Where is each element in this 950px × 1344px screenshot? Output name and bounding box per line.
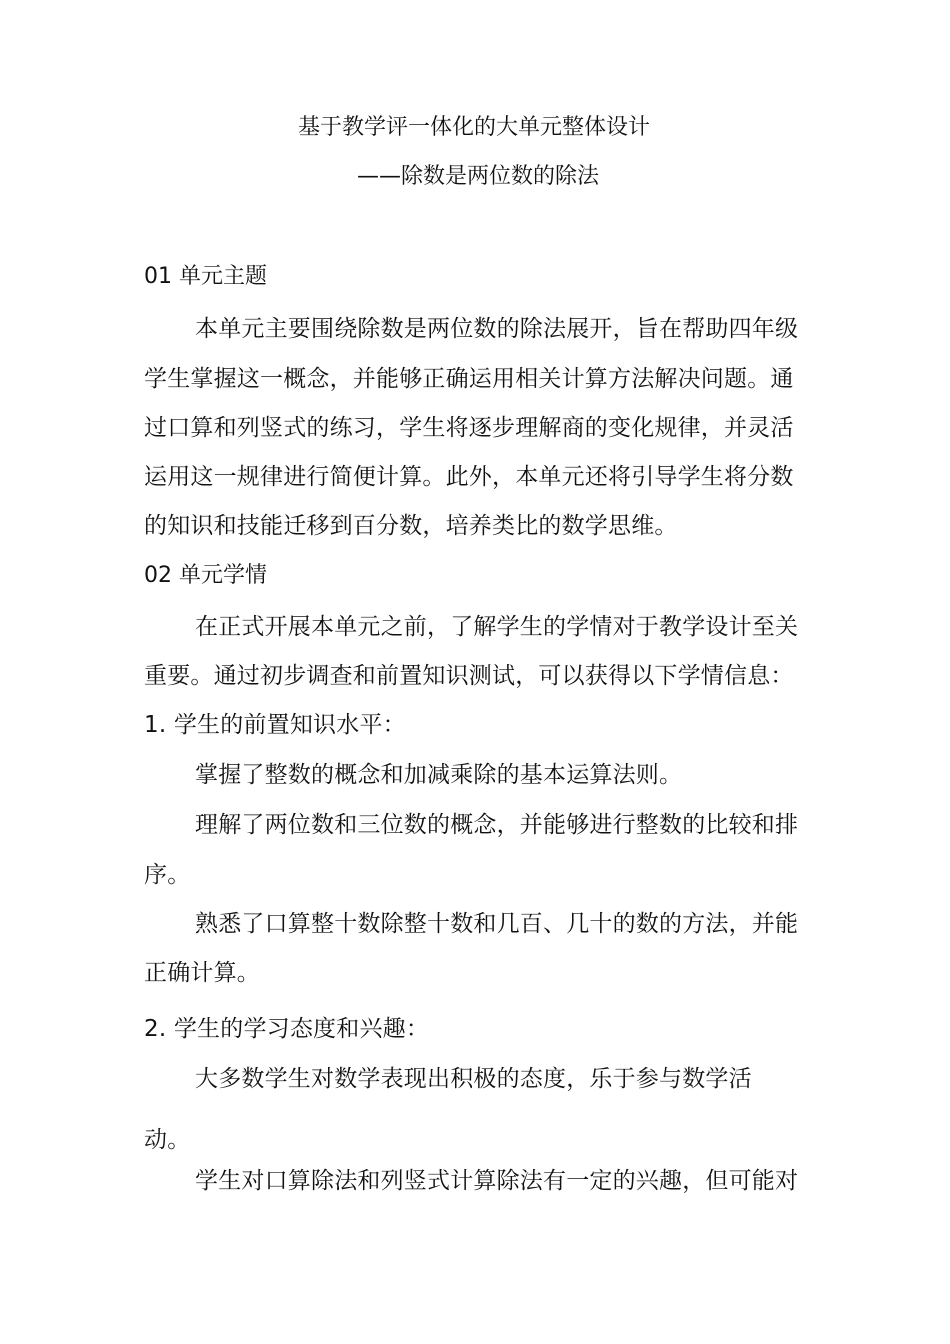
paragraph-line: 正确计算。 bbox=[144, 960, 260, 986]
section-heading-unit-theme: 01 单元主题 bbox=[144, 264, 267, 289]
document-subtitle: ——除数是两位数的除法 bbox=[357, 164, 600, 189]
paragraph-line: 理解了两位数和三位数的概念，并能够进行整数的比较和排 bbox=[195, 812, 799, 838]
paragraph-line: 的知识和技能迁移到百分数，培养类比的数学思维。 bbox=[144, 513, 678, 539]
list-item-label: 2. 学生的学习态度和兴趣： bbox=[144, 1016, 430, 1042]
paragraph-line: 重要。通过初步调查和前置知识测试，可以获得以下学情信息： bbox=[144, 663, 794, 689]
paragraph-line: 运用这一规律进行简便计算。此外，本单元还将引导学生将分数 bbox=[144, 464, 794, 490]
paragraph-line: 序。 bbox=[144, 862, 191, 888]
paragraph-line: 学生掌握这一概念，并能够正确运用相关计算方法解决问题。通 bbox=[144, 366, 794, 392]
paragraph-line: 本单元主要围绕除数是两位数的除法展开，旨在帮助四年级 bbox=[195, 316, 799, 342]
paragraph-line: 过口算和列竖式的练习，学生将逐步理解商的变化规律，并灵活 bbox=[144, 415, 794, 441]
paragraph-line: 熟悉了口算整十数除整十数和几百、几十的数的方法，并能 bbox=[195, 911, 799, 937]
paragraph-line: 大多数学生对数学表现出积极的态度，乐于参与数学活 bbox=[195, 1066, 752, 1092]
paragraph-line: 在正式开展本单元之前，了解学生的学情对于教学设计至关 bbox=[195, 614, 799, 640]
paragraph-line: 动。 bbox=[144, 1127, 191, 1153]
paragraph-line: 掌握了整数的概念和加减乘除的基本运算法则。 bbox=[195, 762, 683, 788]
list-item-label: 1. 学生的前置知识水平： bbox=[144, 712, 406, 738]
section-heading-unit-learning: 02 单元学情 bbox=[144, 563, 267, 588]
paragraph-line: 学生对口算除法和列竖式计算除法有一定的兴趣，但可能对 bbox=[195, 1168, 799, 1194]
document-title: 基于教学评一体化的大单元整体设计 bbox=[298, 115, 651, 140]
